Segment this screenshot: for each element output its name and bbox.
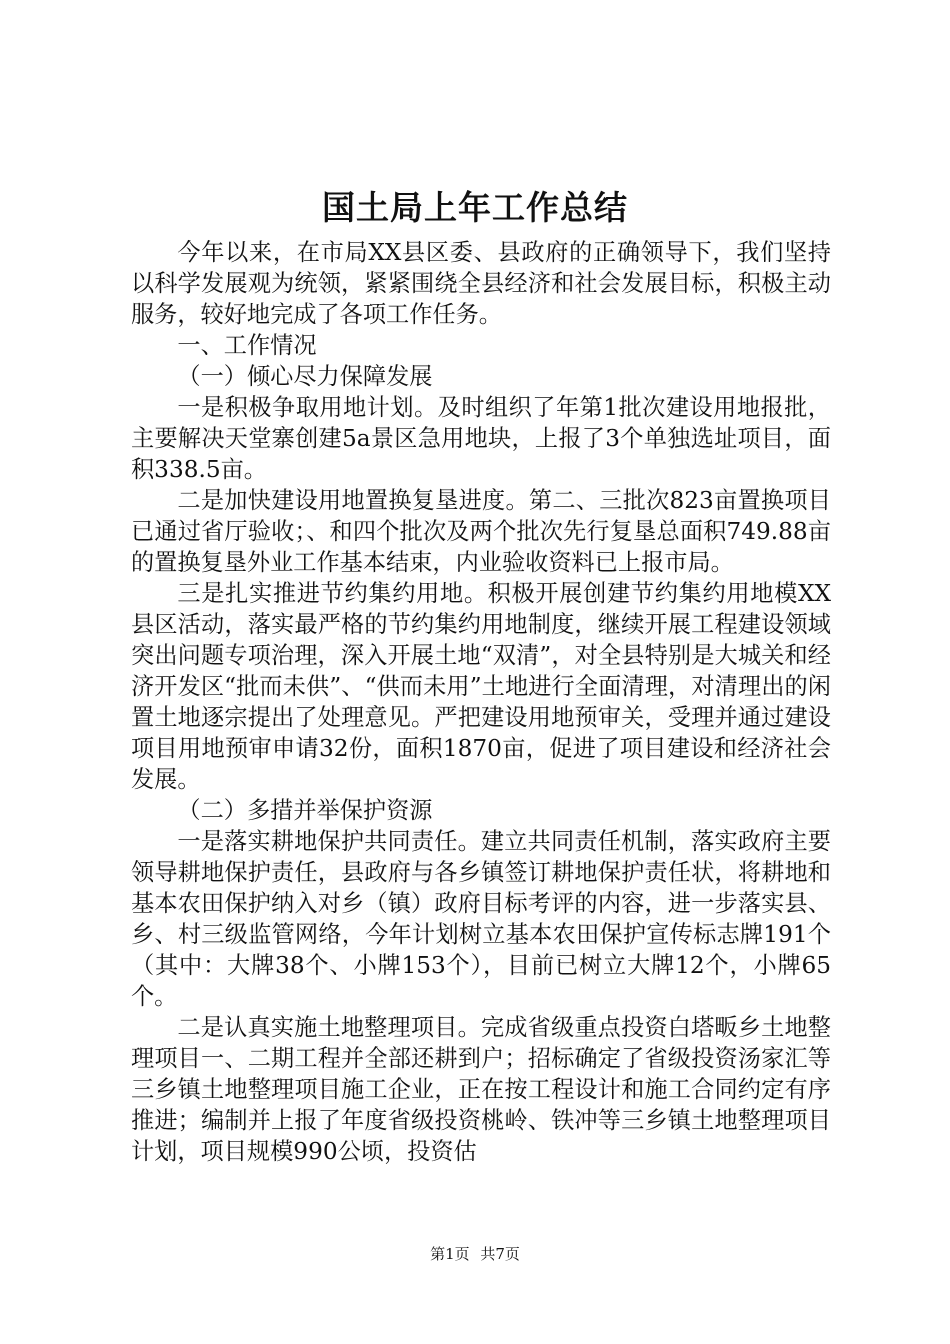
body-paragraph: 一是积极争取用地计划。及时组织了年第1批次建设用地报批，主要解决天堂寨创建5a景区急用地块，上报了3个单独选址项目，面积338.5亩。: [131, 394, 831, 483]
body-paragraph: 二是加快建设用地置换复垦进度。第二、三批次823亩置换项目已通过省厅验收；、和四个批次及两个批次先行复垦总面积749.88亩的置换复垦外业工作基本结束，内业验收资料已上报市局。: [131, 487, 831, 576]
page-number: 第1页: [430, 1245, 470, 1263]
document-title: 国土局上年工作总结: [322, 188, 628, 227]
page-total: 共7页: [480, 1245, 520, 1263]
section-heading-work-status: 一、工作情况: [177, 332, 317, 359]
body-paragraph: 三是扎实推进节约集约用地。积极开展创建节约集约用地模XX县区活动，落实最严格的节约集约用地制度，继续开展工程建设领域突出问题专项治理，深入开展土地“双清”，对全县特别是大城关和经济开发区“批而未供”、“供而未用”土地进行全面清理，对清理出的闲置土地逐宗提出了处理意见。严把建设用地预审关，受理并通过建设项目用地预审申请32份，面积1870亩，促进了项目建设和经济社会发展。: [131, 580, 831, 793]
body-paragraph: 一是落实耕地保护共同责任。建立共同责任机制，落实政府主要领导耕地保护责任，县政府与各乡镇签订耕地保护责任状，将耕地和基本农田保护纳入对乡（镇）政府目标考评的内容，进一步落实县、乡、村三级监管网络，今年计划树立基本农田保护宣传标志牌191个（其中：大牌38个、小牌153个），目前已树立大牌12个，小牌65个。: [131, 828, 831, 1010]
intro-paragraph: 今年以来，在市局XX县区委、县政府的正确领导下，我们坚持以科学发展观为统领，紧紧围绕全县经济和社会发展目标，积极主动服务，较好地完成了各项工作任务。: [131, 239, 831, 328]
subsection-heading-1: （一）倾心尽力保障发展: [177, 363, 433, 390]
subsection-heading-2: （二）多措并举保护资源: [177, 797, 433, 824]
page-footer: [0, 1244, 950, 1264]
body-paragraph: 二是认真实施土地整理项目。完成省级重点投资白塔畈乡土地整理项目一、二期工程并全部还耕到户；招标确定了省级投资汤家汇等三乡镇土地整理项目施工企业，正在按工程设计和施工合同约定有序推进；编制并上报了年度省级投资桃岭、铁冲等三乡镇土地整理项目计划，项目规模990公顷，投资估: [131, 1014, 831, 1165]
document-body: [131, 237, 831, 1167]
